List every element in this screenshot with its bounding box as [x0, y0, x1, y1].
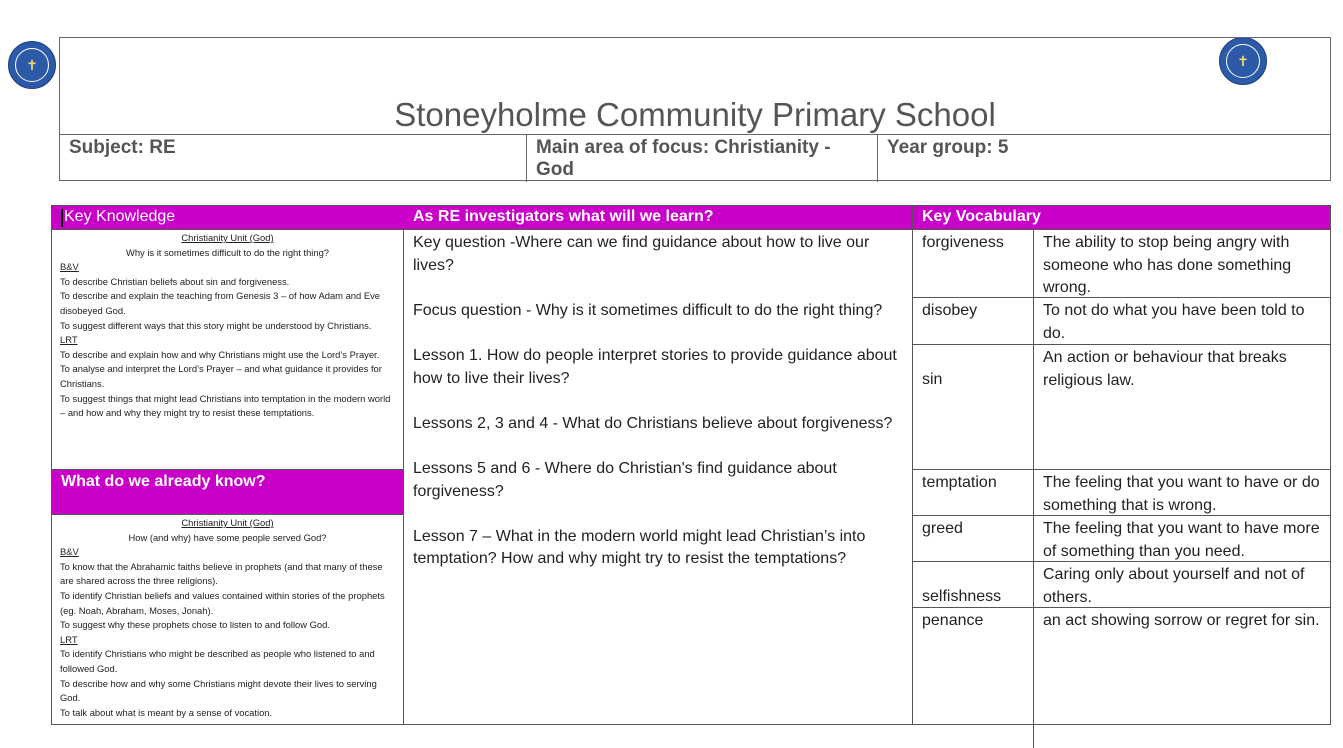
- learn-item: Focus question - Why is it sometimes difficult to do the right thing?: [413, 301, 883, 319]
- kk-lrt-label: LRT: [60, 334, 78, 346]
- ak-bv-item: To suggest why these prophets chose to listen to and follow God.: [60, 619, 330, 631]
- info-row: [60, 134, 1330, 182]
- learn-column: [404, 205, 913, 725]
- kk-lrt-item: To analyse and interpret the Lord’s Prayer – and what guidance it provides for Christians.: [60, 363, 382, 389]
- school-logo-left: [8, 41, 56, 89]
- learn-item: Lessons 5 and 6 - Where do Christian's find guidance about forgiveness?: [413, 459, 837, 500]
- kk-bv-item: To describe and explain the teaching from Genesis 3 – of how Adam and Eve disobeyed God.: [60, 290, 380, 316]
- subject-cell: Subject: RE: [60, 135, 527, 182]
- learn-heading: As RE investigators what will we learn?: [404, 205, 912, 230]
- vocab-term: selfishness: [913, 562, 1034, 607]
- learn-item: Lessons 2, 3 and 4 - What do Christians believe about forgiveness?: [413, 414, 893, 432]
- vocab-term: sin: [913, 345, 1034, 469]
- vocab-term: temptation: [913, 470, 1034, 515]
- vocab-row: [913, 562, 1330, 608]
- ak-bv-item: To identify Christian beliefs and values contained within stories of the prophets (eg. Noah, Abraham, Moses, Jonah).: [60, 589, 385, 616]
- focus-cell: Main area of focus: Christianity - God: [527, 135, 878, 182]
- key-knowledge-content: [52, 230, 403, 469]
- vocab-table: [913, 230, 1330, 725]
- vocab-definition: an act showing sorrow or regret for sin.: [1043, 612, 1320, 629]
- vocab-definition: The feeling that you want to have more of something than you need.: [1043, 520, 1320, 560]
- key-knowledge-column: [51, 205, 404, 725]
- vocab-term: greed: [913, 516, 1034, 561]
- kk-lrt-item: To describe and explain how and why Christians might use the Lord’s Prayer.: [60, 348, 380, 360]
- kk-bv-item: To suggest different ways that this story might be understood by Christians.: [60, 319, 372, 331]
- ak-lrt-item: To identify Christians who might be described as people who listened to and followed God.: [60, 648, 375, 674]
- ak-bv-label: B&V: [60, 546, 79, 558]
- ak-lrt-label: LRT: [60, 633, 78, 645]
- school-name: Stoneyholme Community Primary School: [394, 96, 996, 133]
- main-table: [51, 205, 1331, 725]
- key-knowledge-heading: Key Knowledge: [52, 205, 403, 230]
- ak-unit-question: How (and why) have some people served God?: [128, 531, 327, 543]
- vocab-row: [913, 608, 1330, 748]
- learn-content: [404, 230, 912, 596]
- already-know-content: [52, 515, 403, 725]
- crest-icon: ✝: [1226, 44, 1260, 78]
- vocab-row: [913, 345, 1330, 470]
- already-know-heading: What do we already know?: [52, 469, 403, 515]
- kk-unit-question: Why is it sometimes difficult to do the right thing?: [125, 246, 330, 258]
- vocab-row: [913, 470, 1330, 516]
- year-group-cell: Year group: 5: [887, 137, 1009, 158]
- vocab-heading: Key Vocabulary: [913, 205, 1330, 230]
- vocab-row: [913, 230, 1330, 298]
- vocab-term: disobey: [913, 298, 1034, 344]
- ak-lrt-item: To talk about what is meant by a sense of vocation.: [60, 706, 273, 718]
- vocab-row: [913, 298, 1330, 345]
- header-box: [59, 37, 1331, 181]
- vocab-definition: An action or behaviour that breaks religious law.: [1043, 349, 1287, 389]
- vocab-term: forgiveness: [913, 230, 1034, 297]
- ak-unit-title: Christianity Unit (God): [181, 517, 274, 528]
- vocab-definition: The ability to stop being angry with someone who has done something wrong.: [1043, 234, 1292, 297]
- learn-item: Lesson 1. How do people interpret stories to provide guidance about how to live their lives?: [413, 346, 897, 387]
- kk-bv-label: B&V: [60, 261, 79, 273]
- crest-icon: ✝: [15, 48, 49, 82]
- vocab-definition: Caring only about yourself and not of others.: [1043, 566, 1305, 606]
- learn-item: Lesson 7 – What in the modern world might lead Christian’s into temptation? How and why might try to resist the temptations?: [413, 527, 866, 568]
- vocab-definition: To not do what you have been told to do.: [1043, 302, 1305, 342]
- vocab-column: [913, 205, 1331, 725]
- vocab-definition: The feeling that you want to have or do something that is wrong.: [1043, 474, 1320, 514]
- kk-unit-title: Christianity Unit (God): [181, 232, 274, 243]
- learn-item: Key question -Where can we find guidance about how to live our lives?: [413, 234, 870, 274]
- vocab-term: penance: [913, 608, 1034, 748]
- ak-bv-item: To know that the Abrahamic faiths believe in prophets (and that many of these are shared across the three religions).: [60, 560, 383, 587]
- ak-lrt-item: To describe how and why some Christians might devote their lives to serving God.: [60, 677, 377, 704]
- kk-bv-item: To describe Christian beliefs about sin and forgiveness.: [60, 275, 290, 287]
- kk-lrt-item: To suggest things that might lead Christians into temptation in the modern world – and how and why they might try to resist these temptations.: [60, 392, 391, 419]
- vocab-row: [913, 516, 1330, 562]
